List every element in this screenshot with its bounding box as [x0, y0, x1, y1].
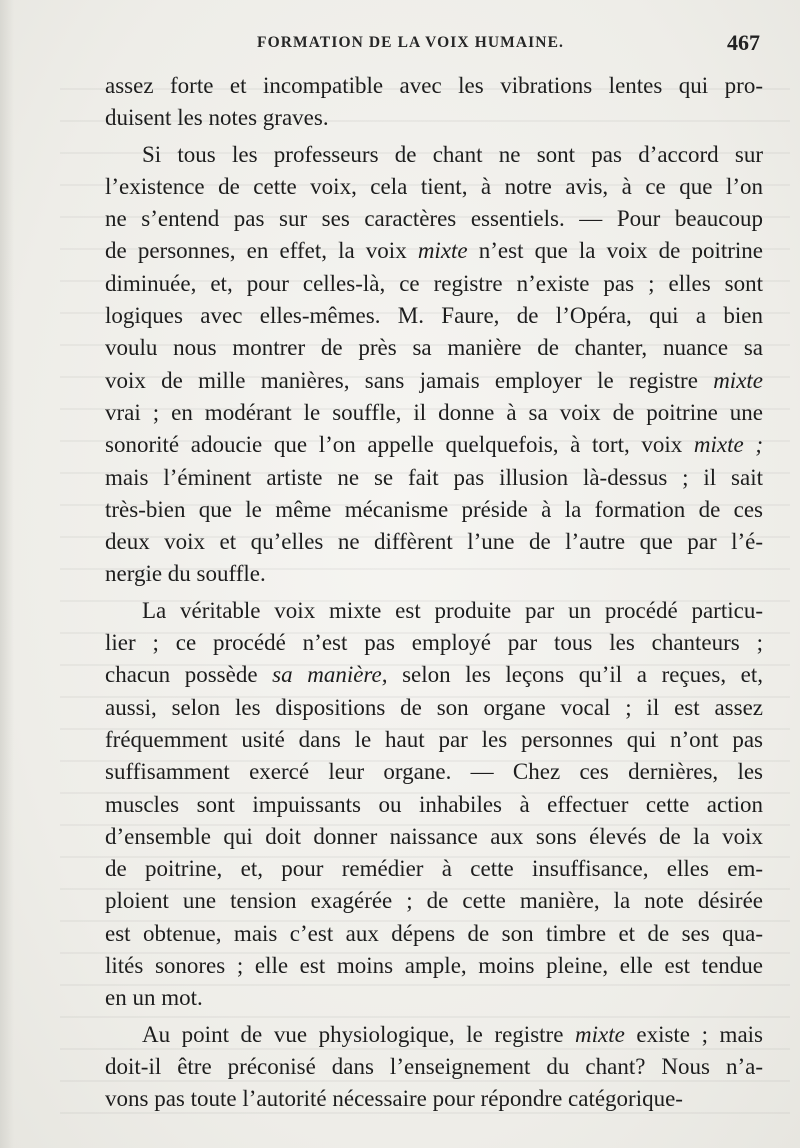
text-line [105, 526, 763, 558]
text-line [105, 885, 763, 917]
italic-term: mixte [713, 367, 763, 393]
text-line [105, 300, 763, 332]
text-line [105, 1019, 763, 1051]
text-line [105, 462, 763, 494]
text-line [105, 171, 763, 203]
text-segment: voulu nous montrer de près sa manière de chanter, nuance sa [105, 335, 763, 361]
text-line [105, 756, 763, 788]
text-segment: est obtenue, mais c’est aux dépens de son timbre et de ses qua- [105, 920, 763, 946]
text-segment: fréquemment usité dans le haut par les personnes qui n’ont pas [105, 726, 763, 752]
text-line [105, 235, 763, 267]
text-line [105, 724, 763, 756]
text-line [105, 627, 763, 659]
text-segment: nergie du souffle. [105, 561, 266, 587]
italic-term: mixte ; [693, 432, 763, 458]
text-segment: n’est que la voix de poitrine [467, 238, 763, 264]
text-segment: très-bien que le même mécanisme préside à la formation de ces [105, 496, 763, 522]
italic-term: mixte [574, 1021, 625, 1047]
text-line [105, 203, 763, 235]
running-title: FORMATION DE LA VOIX HUMAINE. [257, 34, 565, 51]
paragraph [105, 595, 763, 1015]
text-segment: existe ; mais [624, 1021, 763, 1047]
text-segment: La véritable voix mixte est produite par un procédé particu- [142, 597, 763, 623]
text-line [105, 268, 763, 300]
text-segment: en un mot. [105, 985, 203, 1011]
text-segment: mais l’éminent artiste ne se fait pas illusion là-dessus ; il sait [105, 464, 763, 490]
text-line [105, 1083, 763, 1115]
paragraph [105, 139, 763, 591]
text-segment: doit-il être préconisé dans l’enseignement du chant? Nous n’a- [105, 1053, 763, 1079]
text-line [105, 332, 763, 364]
text-line [105, 1051, 763, 1083]
text-segment: ne s’entend pas sur ses caractères essentiels. — Pour beaucoup [105, 206, 763, 232]
text-line [105, 595, 763, 627]
text-segment: de personnes, en effet, la voix [105, 238, 418, 264]
text-segment: suffisamment exercé leur organe. — Chez ces dernières, les [105, 759, 763, 785]
text-segment: duisent les notes graves. [105, 105, 329, 131]
text-line [105, 102, 763, 134]
paragraph [105, 70, 763, 135]
running-head [105, 30, 760, 60]
text-segment: lités sonores ; elle est moins ample, moins pleine, elle est tendue [105, 953, 763, 979]
text-segment: lier ; ce procédé n’est pas employé par tous les chanteurs ; [105, 630, 763, 656]
text-segment: l’existence de cette voix, cela tient, à notre avis, à ce que l’on [105, 173, 763, 199]
text-line [105, 692, 763, 724]
text-segment: chacun possède [105, 662, 273, 688]
text-line [105, 659, 763, 691]
text-segment: voix de mille manières, sans jamais employer le registre [105, 367, 714, 393]
text-segment: muscles sont impuissants ou inhabiles à effectuer cette action [105, 791, 763, 817]
text-line [105, 558, 763, 590]
text-line [105, 918, 763, 950]
italic-term: sa manière, [272, 662, 388, 688]
text-line [105, 494, 763, 526]
text-segment: deux voix et qu’elles ne diffèrent l’une de l’autre que par l’é- [105, 529, 763, 555]
text-segment: Au point de vue physiologique, le registre [142, 1021, 575, 1047]
text-segment: sonorité adoucie que l’on appelle quelquefois, à tort, voix [105, 432, 694, 458]
body-text [105, 70, 763, 1116]
text-segment: d’ensemble qui doit donner naissance aux sons élevés de la voix [105, 823, 763, 849]
text-line [105, 789, 763, 821]
text-segment: vons pas toute l’autorité nécessaire pour répondre catégorique- [105, 1086, 683, 1112]
text-line [105, 429, 763, 461]
text-segment: Si tous les professeurs de chant ne sont pas d’accord sur [142, 141, 763, 167]
paragraph [105, 1019, 763, 1116]
text-segment: aussi, selon les dispositions de son organe vocal ; il est assez [105, 694, 763, 720]
text-segment: selon les leçons qu’il a reçues, et, [387, 662, 764, 688]
text-line [105, 853, 763, 885]
text-segment: vrai ; en modérant le souffle, il donne à sa voix de poitrine une [105, 399, 763, 425]
text-segment: diminuée, et, pour celles-là, ce registre n’existe pas ; elles sont [105, 270, 763, 296]
text-line [105, 70, 763, 102]
text-line [105, 397, 763, 429]
text-line [105, 139, 763, 171]
gutter-shadow [0, 0, 14, 1148]
text-segment: de poitrine, et, pour remédier à cette insuffisance, elles em- [105, 856, 763, 882]
text-line [105, 950, 763, 982]
page-number: 467 [727, 30, 760, 55]
text-line [105, 821, 763, 853]
text-segment: logiques avec elles-mêmes. M. Faure, de l’Opéra, qui a bien [105, 303, 763, 329]
text-segment: assez forte et incompatible avec les vibrations lentes qui pro- [105, 73, 763, 98]
text-line [105, 365, 763, 397]
text-segment: ploient une tension exagérée ; de cette manière, la note désirée [105, 888, 763, 914]
italic-term: mixte [417, 238, 468, 264]
text-line [105, 982, 763, 1014]
